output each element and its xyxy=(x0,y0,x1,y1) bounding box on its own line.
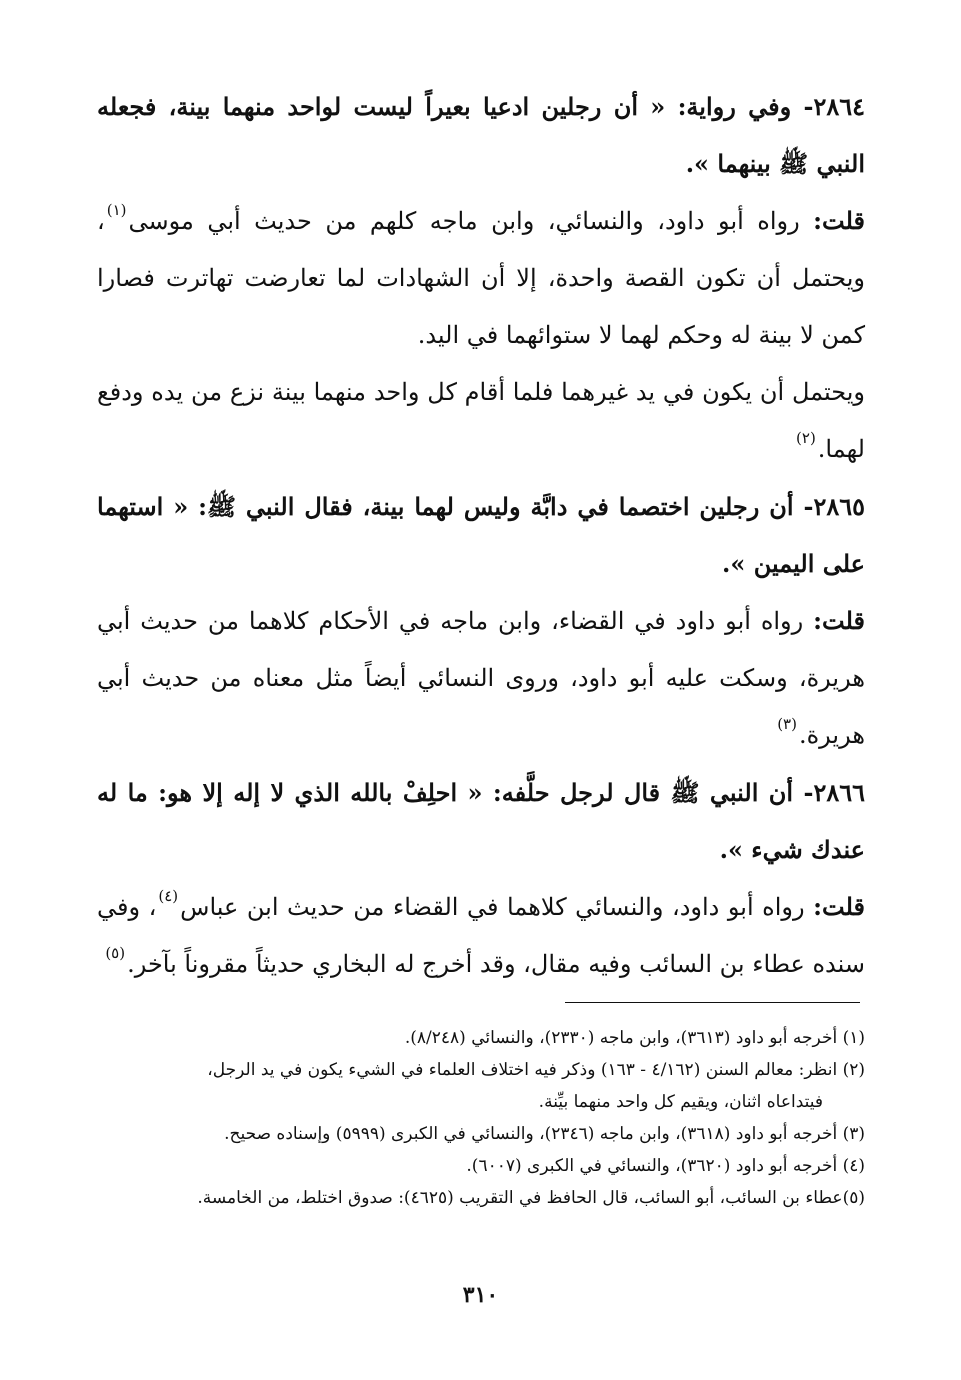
page-number: ٣١٠ xyxy=(462,1282,499,1308)
commentary-text: رواه أبو داود، والنسائي كلاهما في القضاء من حديث ابن عباس xyxy=(180,893,805,921)
commentary xyxy=(97,592,865,764)
commentary xyxy=(97,364,865,478)
main-text xyxy=(97,78,865,993)
commentary xyxy=(97,192,865,364)
hadith-2865 xyxy=(97,478,865,592)
footnote-5: (٥)عطاء بن السائب، أبو السائب، قال الحافظ في التقريب (٤٦٢٥): صدوق اختلط، من الخامسة. xyxy=(197,1188,865,1208)
hadith-text: - أن النبي ﷺ قال لرجل حلَّفه: « احلِفْ بالله الذي لا إله إلا هو: ما له عندك شيء ». xyxy=(97,778,865,864)
commentary-label: قلت: xyxy=(813,892,866,921)
footnote-ref[interactable]: (٤) xyxy=(158,887,179,905)
hadith-2866 xyxy=(97,764,865,878)
footnote-ref[interactable]: (٢) xyxy=(796,429,816,447)
commentary-label: قلت: xyxy=(813,606,865,635)
hadith-number: ٢٨٦٤ xyxy=(813,92,865,121)
commentary-text: رواه أبو داود في القضاء، وابن ماجه في الأحكام كلاهما من حديث أبي هريرة، وسكت عليه أبو داود، وروى النسائي أيضاً مثل معناه من حديث أبي هريرة. xyxy=(97,607,865,749)
commentary-text: ، وفي سنده عطاء بن السائب وفيه مقال، وقد أخرج له البخاري حديثاً مقروناً بآخر. xyxy=(97,893,865,978)
commentary-text: ، ويحتمل أن تكون القصة واحدة، إلا أن الشهادات لما تعارضت تهاترت فصارا كمن لا بينة له وحكم لهما لا ستوائهما في اليد. xyxy=(97,207,865,349)
footnote-1: (١) أخرجه أبو داود (٣٦١٣)، وابن ماجه (٢٣٣٠)، والنسائي (٨/٢٤٨). xyxy=(404,1028,865,1048)
hadith-number: ٢٨٦٥ xyxy=(813,492,865,521)
commentary-text: ويحتمل أن يكون في يد غيرهما فلما أقام كل واحد منهما بينة نزع من يده ودفع لهما. xyxy=(97,378,866,463)
hadith-text: - وفي رواية: « أن رجلين ادعيا بعيراً ليست لواحد منهما بينة، فجعله النبي ﷺ بينهما ». xyxy=(97,92,865,178)
footnote-4: (٤) أخرجه أبو داود (٣٦٢٠)، والنسائي في الكبرى (٦٠٠٧). xyxy=(466,1156,865,1176)
hadith-text: - أن رجلين اختصما في دابَّة وليس لهما بينة، فقال النبي ﷺ: « استهما على اليمين ». xyxy=(97,492,865,578)
hadith-number: ٢٨٦٦ xyxy=(813,778,865,807)
footnote-2: (٢) انظر: معالم السنن (٤/١٦٢ - ١٦٣) وذكر فيه اختلاف العلماء في الشيء يكون في يد الرجل، xyxy=(207,1060,865,1080)
commentary xyxy=(97,878,865,993)
footnote-2-continued: فيتداعاه اثنان، ويقيم كل واحد منهما بيِّنة. xyxy=(538,1092,823,1112)
footnote-divider xyxy=(565,1002,860,1003)
footnote-ref[interactable]: (٥) xyxy=(105,944,126,962)
footnotes xyxy=(97,1022,865,1214)
hadith-2864 xyxy=(97,78,865,192)
commentary-text: رواه أبو داود، والنسائي، وابن ماجه كلهم من حديث أبي موسى xyxy=(128,207,800,235)
footnote-ref[interactable]: (١) xyxy=(106,201,127,219)
commentary-label: قلت: xyxy=(813,206,865,235)
footnote-ref[interactable]: (٣) xyxy=(777,715,797,733)
footnote-3: (٣) أخرجه أبو داود (٣٦١٨)، وابن ماجه (٢٣٤٦)، والنسائي في الكبرى (٥٩٩٩) وإسناده صحيح. xyxy=(224,1124,865,1144)
